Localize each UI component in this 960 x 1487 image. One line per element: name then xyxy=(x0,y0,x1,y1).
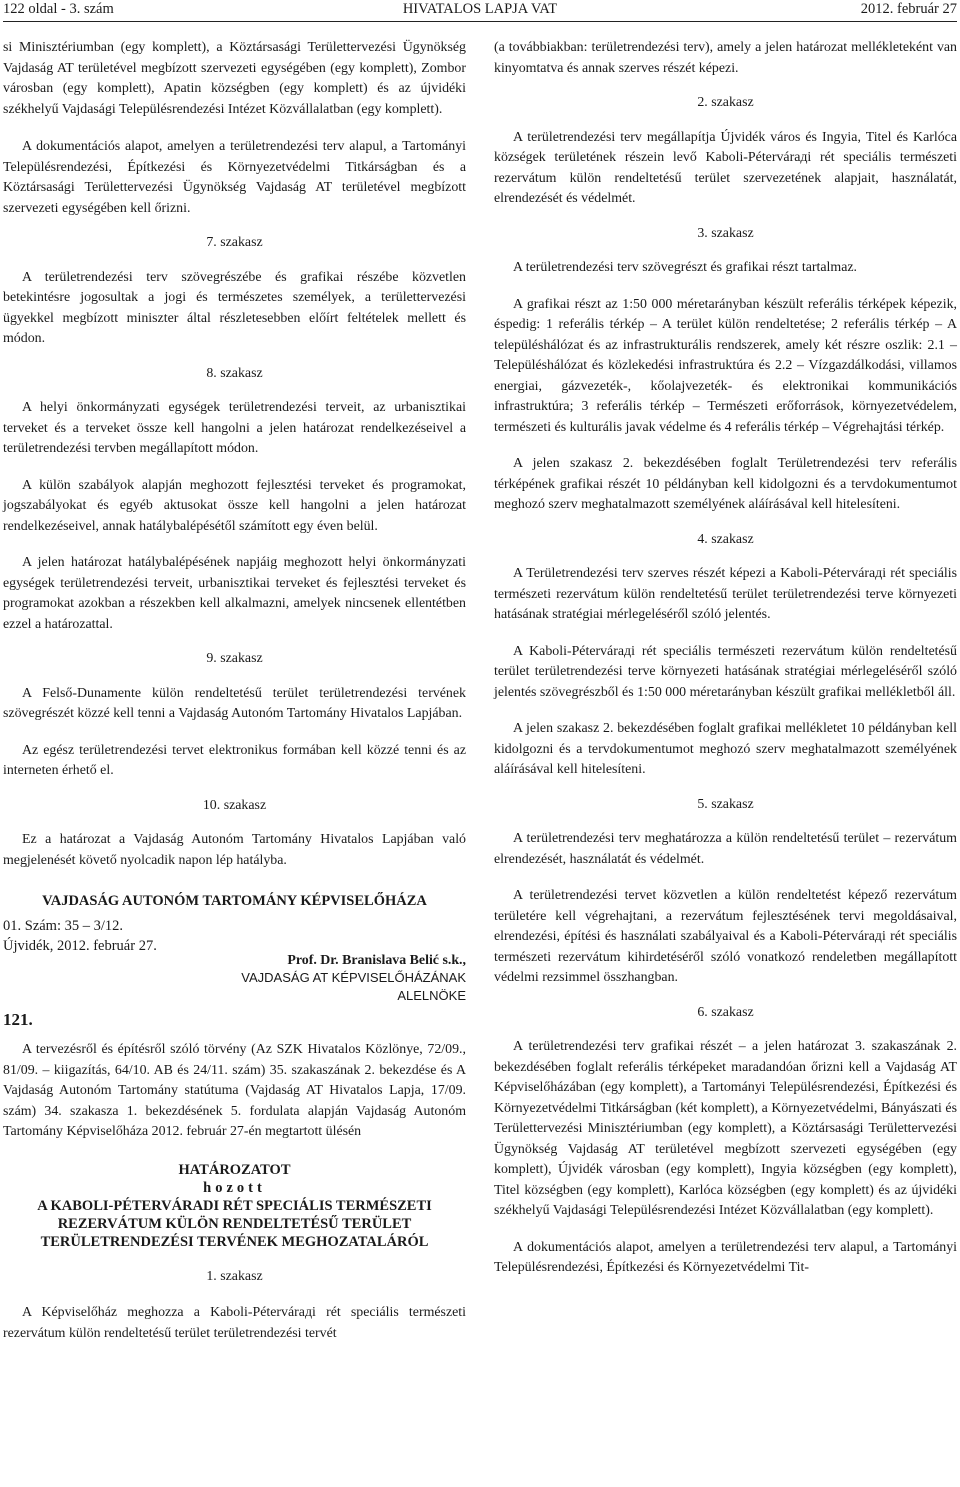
paragraph: A jelen szakasz 2. bekezdésében foglalt Területrendezési terv referális térképének grafikai részét 10 példányban kell kidolgozni és a tervdokumentumot meghozó szerv meghatalmazott személyének aláírásával kell hitelesíteni. xyxy=(494,456,957,512)
paragraph: A területrendezési terv meghatározza a külön rendeltetésű terület – rezervátum elrendezését, használatát és védelmét. xyxy=(494,831,957,867)
left-column xyxy=(3,38,466,1344)
paragraph: A külön szabályok alapján meghozott fejlesztési terveket és programokat, jogszabályokat és egyéb aktusokat össze kell hangolni a jelen határozat rendelkezéseivel, annak hatálybalépésétől számított egy éven belül. xyxy=(3,477,466,534)
right-column xyxy=(494,38,957,1279)
section-title-10: 10. szakasz xyxy=(202,797,267,813)
section-title-3: 3. szakasz xyxy=(697,225,754,241)
page-header xyxy=(0,0,960,20)
paragraph: A Felső-Dunamente külön rendeltetésű terület területrendezési tervének szövegrészét közzé kell tenni a Vajdaság Autonóm Tartomány Hivatalos Lapjában. xyxy=(3,685,466,721)
paragraph: A területrendezési terv szövegrészt és grafikai részt tartalmaz. xyxy=(513,260,858,275)
section-title-8: 8. szakasz xyxy=(206,365,263,381)
header-rule xyxy=(3,21,957,22)
decree-number: 121. xyxy=(3,1009,33,1029)
section-title-2: 2. szakasz xyxy=(697,95,754,110)
page-number-label: 122 oldal - 3. szám xyxy=(3,1,114,17)
paragraph: A Kaboli-Pétervárадi rét speciális természeti rezervátum külön rendeltetésű terület területrendezési terve környezeti hatásának stratégiai mérlegeléséről szóló jelentés szövegrészből és 1:50 000 méretarányban készült grafikai mellékletből áll. xyxy=(494,643,957,700)
decision-hozott: hozott xyxy=(203,1179,266,1196)
paragraph: A területrendezési terv szövegrészébe és grafikai részébe közvetlen betekintésre jogosultak a jogi és természetes személyek, a területtervezési ügyekkel megbízott miniszter által részletesebben előírt feltételek mellett és módon. xyxy=(3,269,466,346)
section-title-5: 5. szakasz xyxy=(697,796,754,812)
paragraph: A területrendezési terv megállapítja Újvidék város és Ingyia, Titel és Karlóca községek területének részein levő Kaboli-Pétervárадi rét speciális természeti rezervátum külön rendeltetésű terület szervezetének alapjait, használatát, elrendezését és védelmét. xyxy=(494,129,957,206)
signature-block xyxy=(3,916,466,1002)
paragraph: A Képviselőház meghozza a Kaboli-Pétervárадi rét speciális természeti rezervátum külön rendeltetésű terület területrendezési tervét xyxy=(3,1305,466,1341)
reference-number: 01. Szám: 35 – 3/12. xyxy=(3,917,124,934)
paragraph: A jelen határozat hatálybalépésének napjáig meghozott helyi önkormányzati egységek területrendezési terveit, urbanisztikai terveket és fejlesztési terveket és programokat azokban a részekben kell alkalmazni, amelyek nincsenek ellentétben ezzel a határozattal. xyxy=(3,555,466,632)
signer-organization: VAJDASÁG AT KÉPVISELŐHÁZÁNAK xyxy=(241,970,466,985)
paragraph: A dokumentációs alapot, amelyen a területrendezési terv alapul, a Tartományi Településrendezési, Építkezési és Környezetvédelmi Tit- xyxy=(494,1239,957,1275)
paragraph: A Területrendezési terv szerves részét képezi a Kaboli-Pétervárадi rét speciális természeti rezervátum külön rendeltetésű terület területrendezési terve környezeti hatásának stratégiai mérlegeléséről szóló jelentés. xyxy=(494,566,957,622)
paragraph: A területrendezési terv grafikai részét – a jelen határozat 3. szakaszának 2. bekezdésében foglalt referális térképeket maradandóan őrizni kell a Vajdaság AT Képviselőházában (egy komplett), a Tartományi Településrendezési, Építkezési és Környezetvédelmi Titkárságban (két komplett), a Környezetvédelmi, Bányászati és Területtervezési Minisztériumban (egy komplett), a Köztársasági Területtervezési Ügynökség Vajdaság AT területével megbízott szervezeti egységében (egy komplett), Újvidék városban (egy komplett), Ingyia községben (egy komplett), Titel községben (egy komplett), Karlóca községben (egy komplett) és az újvidéki székhelyű Vajdasági Településrendezési Intézet Közvállalatban (egy komplett). xyxy=(494,1039,957,1218)
decision-line-1: A KABOLI-PÉTERVÁRADI RÉT SPECIÁLIS TERMÉSZETI xyxy=(37,1197,432,1214)
paragraph: A területrendezési tervet közvetlen a külön rendeltetést képező rezervátum területére kell végrehajtani, a rezervátum fejlesztésének tervi megoldásaival, elrendezési, építési és használati szabályaival és a Kaboli-Pétervárадi rét speciális természeti rezervátum kihirdetéséről szóló vonatkozó rendeletben megállapított védelmi rezsimmel összhangban. xyxy=(494,888,957,985)
paragraph: A dokumentációs alapot, amelyen a területrendezési terv alapul, a Tartományi Településrendezési, Építkezési és Környezetvédelmi Titkárságban és a Köztársasági Területtervezési Ügynökség Vajdaság AT területével megbízott szervezeti egységében kell őrizni. xyxy=(3,139,466,216)
signer-role: ALELNÖKE xyxy=(397,987,466,1003)
paragraph: Az egész területrendezési tervet elektronikus formában kell közzé tenni és az interneten érhető el. xyxy=(3,742,466,778)
signer-name: Prof. Dr. Branislava Belić s.k., xyxy=(287,952,466,968)
section-title-6: 6. szakasz xyxy=(697,1004,754,1020)
council-heading: VAJDASÁG AUTONÓM TARTOMÁNY KÉPVISELŐHÁZA xyxy=(42,893,427,909)
paragraph: A grafikai részt az 1:50 000 méretarányban készült referális térképek képezik, éspedig: 1 referális térkép – A terület külön rendeltetése; 2 referális térkép – A településhálózat és az infrastrukturális rendszerek, amely két részre oszlik: 2.1 – Településhálózat és közlekedési infrastruktúra és 2.2 – Vízgazdálkodási, villamos energiai, gázvezeték-, kőolajvezeték- és elektronikai kommunikációs infrastruktúra; 3 referális térkép – Természeti erőforrások, környezetvédelem, természeti és kulturális javak védelme és 4 referális térkép – Végrehajtási térkép. xyxy=(494,296,957,435)
decision-line-2: REZERVÁTUM KÜLÖN RENDELTETÉSŰ TERÜLET xyxy=(57,1215,412,1232)
reference-meta xyxy=(3,916,157,957)
decision-word: HATÁROZATOT xyxy=(178,1161,291,1178)
paragraph: (a továbbiakban: területrendezési terv), amely a jelen határozat mellékleteként van kinyomtatva és annak szerves részét képezi. xyxy=(494,40,957,76)
preamble: A tervezésről és építésről szóló törvény (Az SZK Hivatalos Közlönye, 72/09., 81/09. – kiigazítás, 64/10. AB és 24/11. szám) 35. szakaszának 2. bekezdése és A Vajdaság Autonóm Tartomány statútuma (Vajdaság AT Hivatalos Lapja, 17/09. szám) 34. szakasza 1. bekezdésének 5. fordulata alapján Vajdaság Autonóm Tartomány Képviselőháza 2012. február 27-én megtartott ülésén xyxy=(3,1042,466,1139)
place-date: Újvidék, 2012. február 27. xyxy=(3,938,157,954)
paragraph: si Minisztériumban (egy komplett), a Köztársasági Területtervezési Ügynökség Vajdaság AT területével megbízott szervezeti egységében (egy komplett), Zombor városban (egy komplett), Apatin községben (egy komplett) és az újvidéki székhelyű Vajdasági Településrendezési Intézet Közvállalatban (egy komplett). xyxy=(3,40,466,117)
section-title-4: 4. szakasz xyxy=(697,531,754,547)
decision-title xyxy=(3,1161,466,1251)
paragraph: Ez a határozat a Vajdaság Autonóm Tartomány Hivatalos Lapjában való megjelenését követő nyolcadik napon lép hatályba. xyxy=(3,832,466,868)
section-title-7: 7. szakasz xyxy=(206,235,263,250)
section-title-1: 1. szakasz xyxy=(206,1268,263,1284)
publication-title: HIVATALOS LAPJA VAT xyxy=(402,1,558,17)
paragraph: A helyi önkormányzati egységek területrendezési terveit, az urbanisztikai terveket és a terveket össze kell hangolni a jelen határozat rendelkezéseivel a területrendezési tervben megállapított módon. xyxy=(3,400,466,456)
issue-date: 2012. február 27 xyxy=(860,1,957,17)
section-title-9: 9. szakasz xyxy=(206,651,263,666)
signer xyxy=(241,952,466,1005)
decision-line-3: TERÜLETRENDEZÉSI TERVÉNEK MEGHOZATALÁRÓL xyxy=(40,1233,429,1250)
paragraph: A jelen szakasz 2. bekezdésében foglalt grafikai mellékletet 10 példányban kell kidolgozni és a tervdokumentumot meghozó szerv meghatalmazott személyének aláírásával kell hitelesíteni. xyxy=(494,721,957,777)
